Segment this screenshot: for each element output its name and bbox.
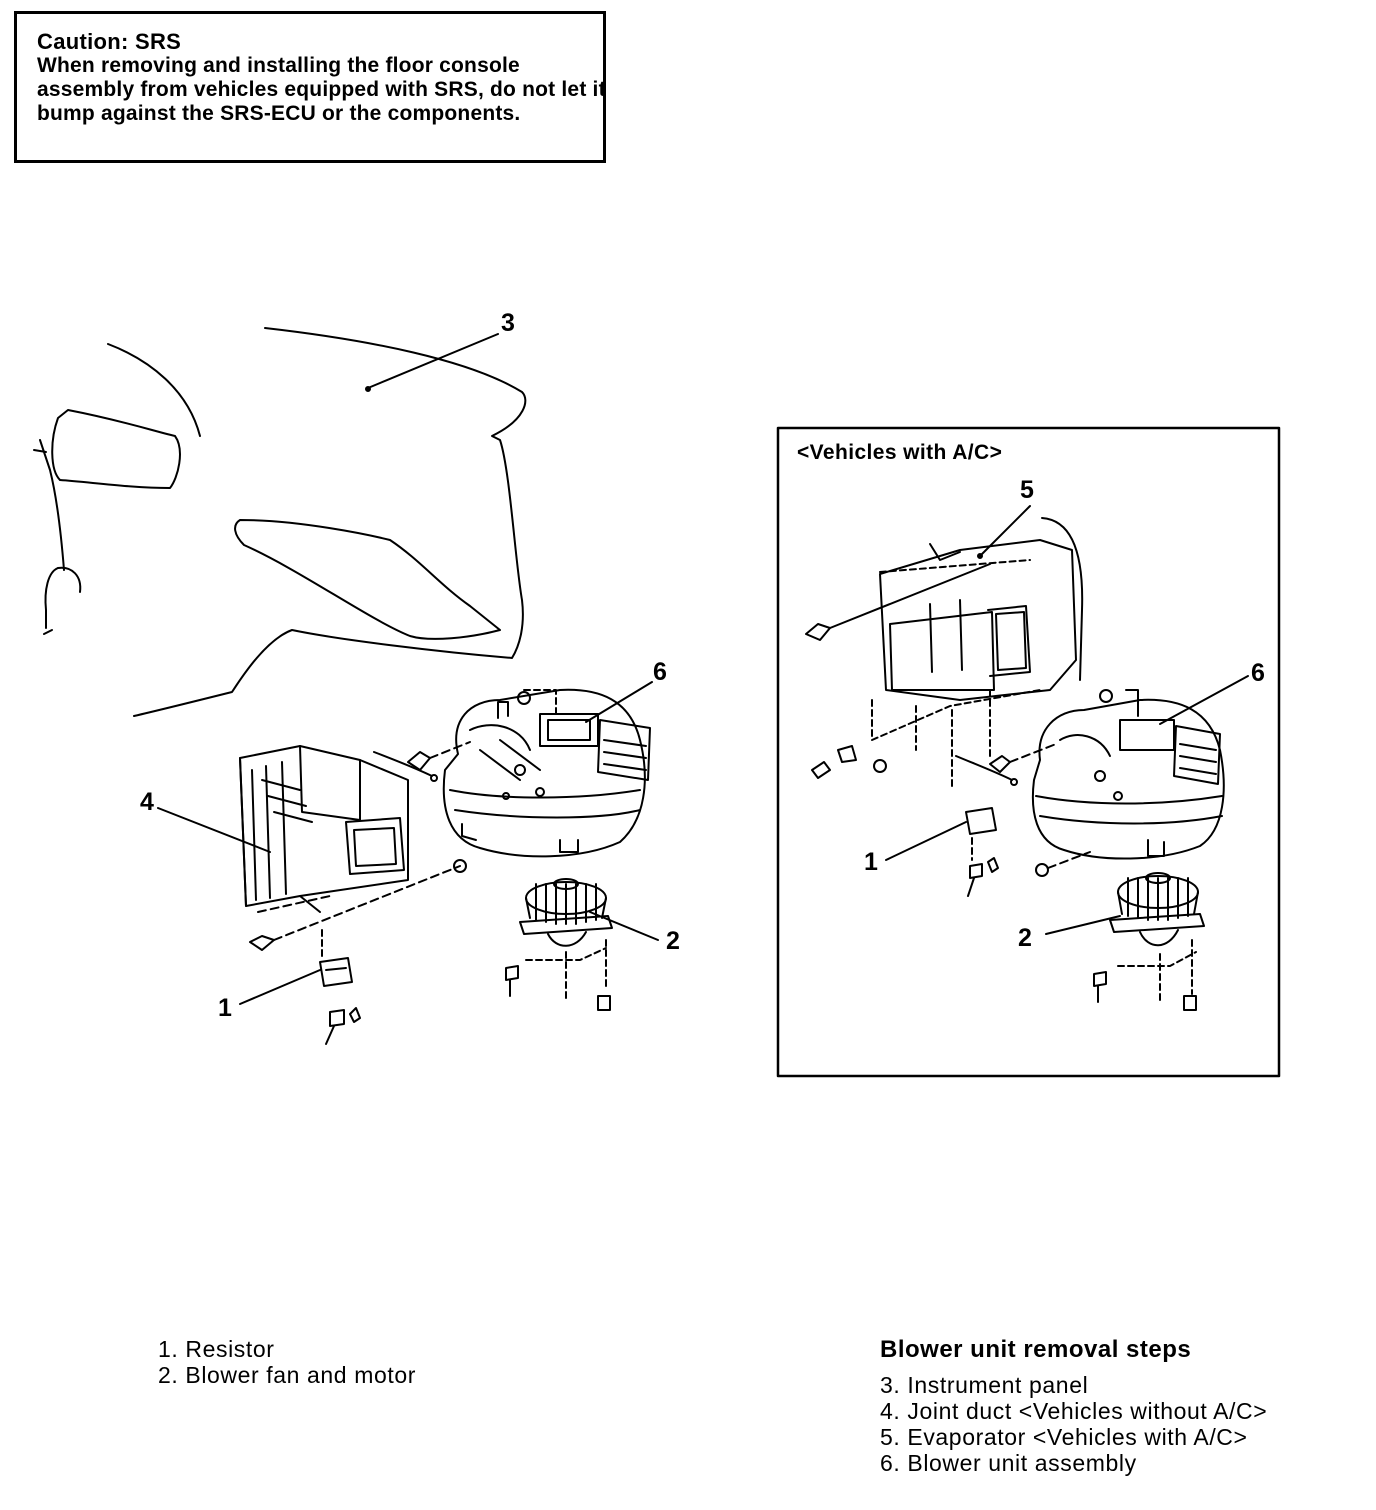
blower-fan-illustration xyxy=(520,879,612,946)
ac-callout-1: 1 xyxy=(864,848,878,876)
callout-3: 3 xyxy=(501,309,515,337)
clip-icon xyxy=(250,936,274,950)
screw-icon xyxy=(806,624,830,640)
nut-icon xyxy=(1036,864,1048,876)
blower-fan-illustration xyxy=(1110,873,1204,945)
list-item: 3. Instrument panel xyxy=(880,1372,1089,1398)
blower-unit-illustration xyxy=(444,690,650,857)
list-item: 5. Evaporator <Vehicles with A/C> xyxy=(880,1424,1248,1450)
ac-callout-5: 5 xyxy=(1020,476,1034,504)
nut-icon xyxy=(1100,690,1112,702)
callout-6: 6 xyxy=(653,658,667,686)
nut-icon xyxy=(518,692,530,704)
parts-list xyxy=(158,1336,416,1388)
blower-unit-illustration xyxy=(1033,700,1224,859)
callout-4: 4 xyxy=(140,788,154,816)
caution-text: When removing and installing the floor console assembly from vehicles equipped with SRS, do not let it bump against the SRS-ECU or the components. xyxy=(37,54,606,125)
ac-callout-6: 6 xyxy=(1251,659,1265,687)
ac-panel-title: <Vehicles with A/C> xyxy=(797,441,1003,464)
screw-icon xyxy=(598,996,610,1010)
evaporator-illustration xyxy=(880,518,1082,700)
instrument-panel-illustration xyxy=(34,328,525,716)
wire-harness xyxy=(374,752,432,776)
list-item: 2. Blower fan and motor xyxy=(158,1362,416,1388)
callout-2: 2 xyxy=(666,927,680,955)
ac-callout-2: 2 xyxy=(1018,924,1032,952)
list-item: 1. Resistor xyxy=(158,1336,275,1362)
list-item: 4. Joint duct <Vehicles without A/C> xyxy=(880,1398,1268,1424)
caution-title: Caution: SRS xyxy=(37,29,182,54)
screw-icon xyxy=(990,756,1010,772)
screw-icon xyxy=(1184,996,1196,1010)
joint-duct-illustration xyxy=(240,746,408,912)
callout-1: 1 xyxy=(218,994,232,1022)
removal-steps-list xyxy=(880,1372,1267,1476)
resistor-illustration xyxy=(320,958,360,1044)
resistor-illustration xyxy=(966,808,998,896)
removal-steps-title: Blower unit removal steps xyxy=(880,1336,1192,1363)
list-item: 6. Blower unit assembly xyxy=(880,1450,1137,1476)
